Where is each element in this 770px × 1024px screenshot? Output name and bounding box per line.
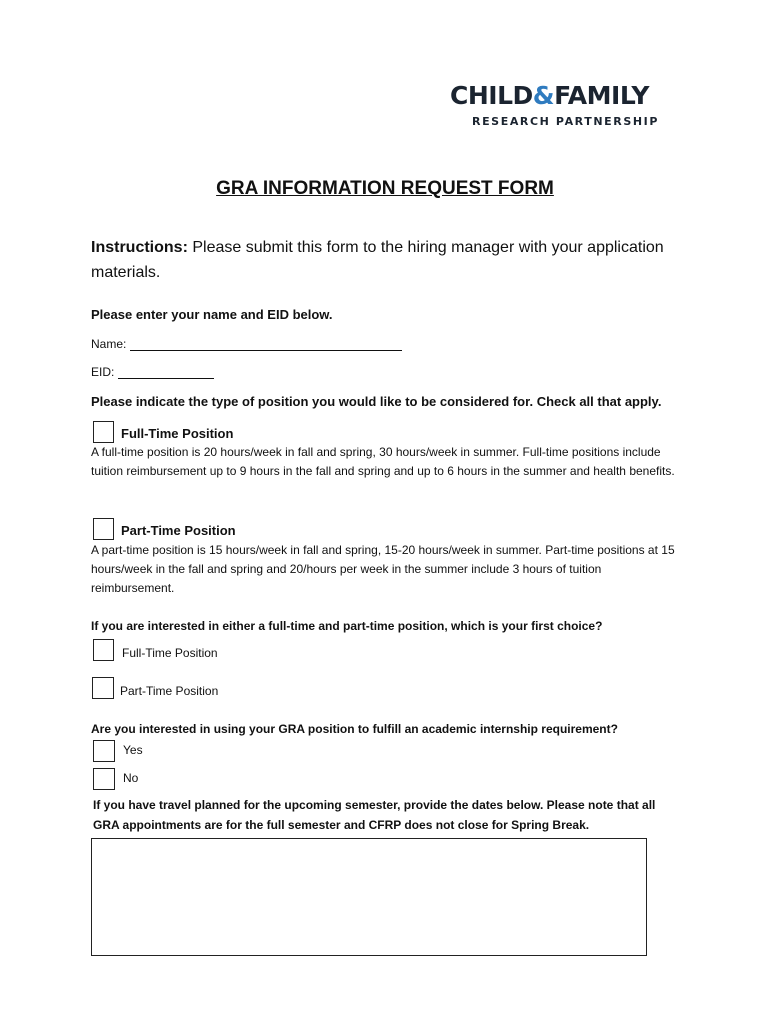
logo-subtitle: RESEARCH PARTNERSHIP [472, 115, 660, 128]
first-choice-full-time-checkbox[interactable] [93, 639, 114, 661]
internship-no-label: No [123, 771, 139, 785]
logo-part2: FAMILY [554, 81, 649, 110]
eid-label: EID: [91, 365, 115, 379]
full-time-label: Full-Time Position [121, 426, 234, 441]
first-choice-part-time-checkbox[interactable] [92, 677, 114, 699]
eid-field[interactable] [118, 365, 214, 379]
eid-row [91, 365, 214, 379]
page-title: GRA INFORMATION REQUEST FORM [216, 178, 554, 199]
full-time-description: A full-time position is 20 hours/week in fall and spring, 30 hours/week in summer. Full-time positions include tuition reimbursement up to 9 hours in the fall and spring and up to 6 hours in the summer and health benefits. [91, 445, 675, 478]
logo-ampersand: & [532, 81, 555, 110]
full-time-checkbox[interactable] [93, 421, 114, 443]
internship-yes-label: Yes [123, 743, 143, 757]
instructions [91, 235, 691, 285]
logo-part1: CHILD [450, 81, 533, 110]
name-label: Name: [91, 337, 127, 351]
travel-dates-textarea[interactable] [91, 838, 647, 956]
part-time-description: A part-time position is 15 hours/week in fall and spring, 15-20 hours/week in summer. Part-time positions at 15 hours/week in the fall and spring and 20/hours per week in the summer include 3 hours of tuition reimbursement. [91, 543, 675, 595]
part-time-checkbox[interactable] [93, 518, 114, 540]
instructions-label: Instructions: [91, 239, 188, 256]
position-type-heading: Please indicate the type of position you would like to be considered for. Check all that apply. [91, 394, 662, 409]
travel-heading-line1: If you have travel planned for the upcoming semester, provide the dates below. Please note that all [93, 798, 656, 812]
part-time-label: Part-Time Position [121, 523, 236, 538]
first-choice-full-time-label: Full-Time Position [122, 646, 218, 660]
name-field[interactable] [130, 336, 402, 351]
first-choice-heading: If you are interested in either a full-time and part-time position, which is your first choice? [91, 619, 603, 633]
logo [450, 82, 680, 128]
name-row [91, 336, 402, 351]
instructions-text: Please submit this form to the hiring manager with your application materials. [91, 239, 664, 281]
internship-yes-checkbox[interactable] [93, 740, 115, 762]
identity-heading: Please enter your name and EID below. [91, 307, 333, 322]
logo-wordmark [450, 82, 680, 110]
travel-heading-line2: GRA appointments are for the full semester and CFRP does not close for Spring Break. [93, 818, 590, 832]
first-choice-part-time-label: Part-Time Position [120, 684, 219, 698]
internship-heading: Are you interested in using your GRA position to fulfill an academic internship requirement? [91, 722, 618, 736]
internship-no-checkbox[interactable] [93, 768, 115, 790]
